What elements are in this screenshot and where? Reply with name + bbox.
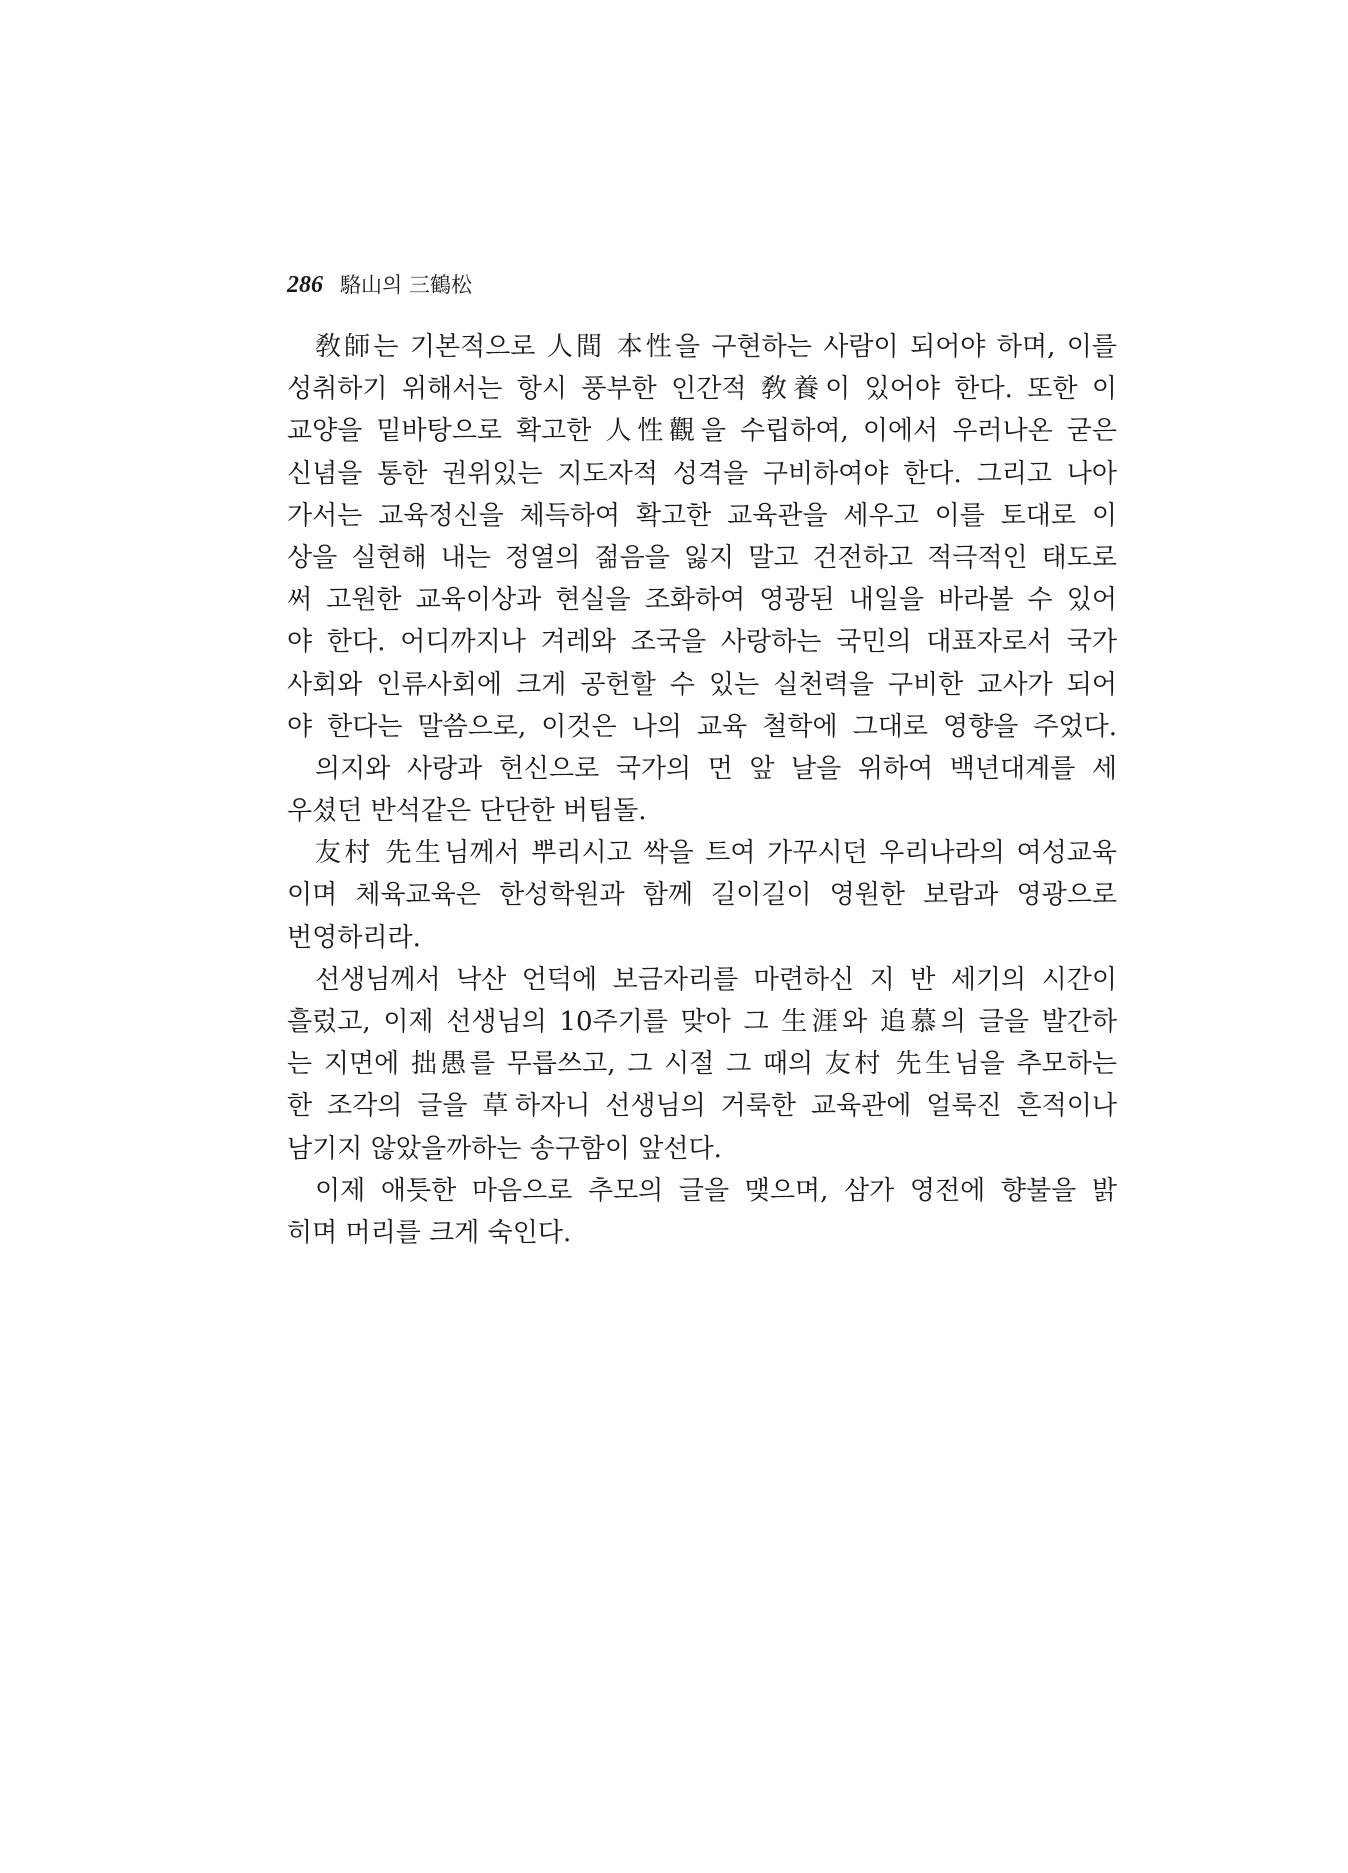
- text-line: 이며 체육교육은 한성학원과 함께 길이길이 영원한 보람과 영광으로: [287, 880, 1117, 911]
- running-head: [287, 270, 472, 301]
- text-line: 友村 先生님께서 뿌리시고 싹을 트여 가꾸시던 우리나라의 여성교육: [315, 838, 1117, 869]
- text-line: 가서는 교육정신을 체득하여 확고한 교육관을 세우고 이를 토대로 이: [287, 500, 1117, 531]
- text-line: 남기지 않았을까하는 송구함이 앞선다.: [287, 1133, 722, 1164]
- text-line: 야 한다. 어디까지나 겨레와 조국을 사랑하는 국민의 대표자로서 국가: [287, 627, 1117, 658]
- text-line: 흘렀고, 이제 선생님의 10주기를 맞아 그 生涯와 追慕의 글을 발간하: [287, 1007, 1117, 1037]
- text-line: 성취하기 위해서는 항시 풍부한 인간적 敎養이 있어야 한다. 또한 이: [287, 374, 1117, 405]
- text-line: 우셨던 반석같은 단단한 버팀돌.: [287, 796, 647, 827]
- page-number: 286: [287, 272, 323, 298]
- text-line: 는 지면에 拙愚를 무릅쓰고, 그 시절 그 때의 友村 先生님을 추모하는: [287, 1049, 1117, 1080]
- text-line: 의지와 사랑과 헌신으로 국가의 먼 앞 날을 위하여 백년대계를 세: [315, 753, 1117, 784]
- text-line: 한 조각의 글을 草하자니 선생님의 거룩한 교육관에 얼룩진 흔적이나: [287, 1091, 1117, 1122]
- text-line: 敎師는 기본적으로 人間 本性을 구현하는 사람이 되어야 하며, 이를: [315, 332, 1117, 362]
- text-line: 사회와 인류사회에 크게 공헌할 수 있는 실천력을 구비한 교사가 되어: [287, 669, 1117, 700]
- text-line: 선생님께서 낙산 언덕에 보금자리를 마련하신 지 반 세기의 시간이: [315, 964, 1117, 995]
- text-line: 써 고원한 교육이상과 현실을 조화하여 영광된 내일을 바라볼 수 있어: [287, 585, 1117, 616]
- text-line: 교양을 밑바탕으로 확고한 人性觀을 수립하여, 이에서 우러나온 굳은: [287, 416, 1117, 447]
- book-title: 駱山의 三鶴松: [340, 273, 472, 297]
- text-line: 신념을 통한 권위있는 지도자적 성격을 구비하여야 한다. 그리고 나아: [287, 458, 1117, 489]
- text-line: 히며 머리를 크게 숙인다.: [287, 1217, 572, 1248]
- text-line: 상을 실현해 내는 정열의 젊음을 잃지 말고 건전하고 적극적인 태도로: [287, 542, 1117, 573]
- text-line: 이제 애틋한 마음으로 추모의 글을 맺으며, 삼가 영전에 향불을 밝: [315, 1175, 1117, 1206]
- text-line: 번영하리라.: [287, 922, 421, 953]
- text-line: 야 한다는 말씀으로, 이것은 나의 교육 철학에 그대로 영향을 주었다.: [287, 711, 1117, 742]
- body-text: [287, 326, 1117, 1254]
